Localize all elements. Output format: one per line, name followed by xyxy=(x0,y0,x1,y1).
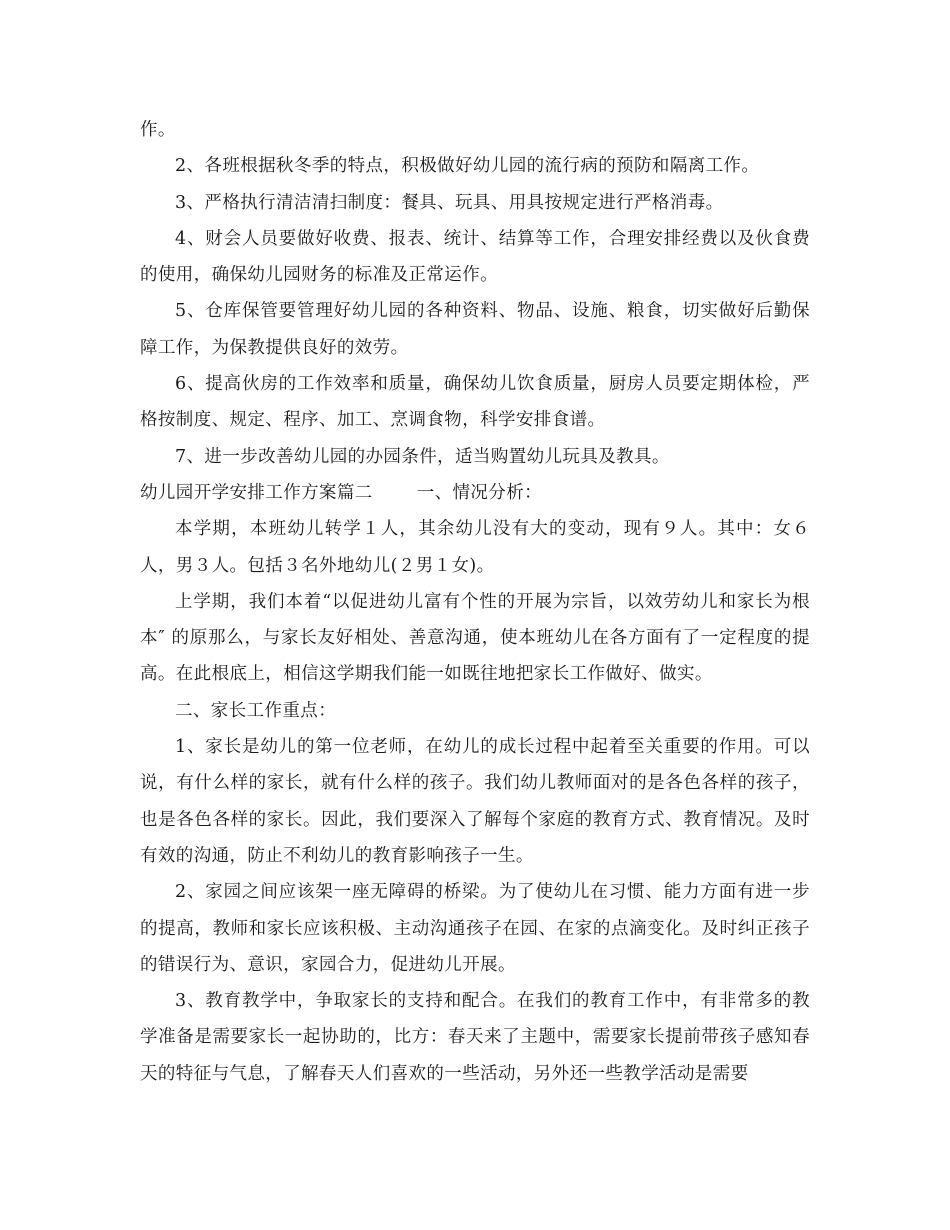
section-title: 幼儿园开学安排工作方案篇二 xyxy=(140,482,373,503)
paragraph-situation: 本学期，本班幼儿转学１人，其余幼儿没有大的变动，现有９人。其中：女６人，男３人。包括３名外地幼儿(２男１女)。 xyxy=(140,519,810,576)
paragraph-item-2: 2、各班根据秋冬季的特点，积极做好幼儿园的流行病的预防和隔离工作。 xyxy=(175,156,760,177)
paragraph-item-7: 7、进一步改善幼儿园的办园条件，适当购置幼儿玩具及教具。 xyxy=(175,446,670,467)
paragraph-continuation: 作。 xyxy=(140,120,176,140)
paragraph-focus-2: 2、家园之间应该架一座无障碍的桥梁。为了使幼儿在习惯、能力方面有进一步的提高，教师和家长应该积极、主动沟通孩子在园、在家的点滴变化。及时纠正孩子的错误行为、意识，家园合力，促进幼儿开展。 xyxy=(140,882,810,975)
section-heading xyxy=(140,475,810,511)
paragraph-item-4: 4、财会人员要做好收费、报表、统计、结算等工作，合理安排经费以及伙食费的使用，确保幼儿园财务的标准及正常运作。 xyxy=(140,228,810,286)
paragraph-item-6: 6、提高伙房的工作效率和质量，确保幼儿饮食质量，厨房人员要定期体检，严格按制度、规定、程序、加工、烹调食物，科学安排食谱。 xyxy=(140,374,810,431)
section-subtitle: 一、情况分析： xyxy=(416,482,543,503)
paragraph-heading-focus: 二、家长工作重点： xyxy=(175,700,337,721)
paragraph-focus-3: 3、教育教学中，争取家长的支持和配合。在我们的教育工作中，有非常多的教学准备是需要家长一起协助的，比方：春天来了主题中，需要家长提前带孩子感知春天的特征与气息，了解春天人们喜欢的一些活动，另外还一些教学活动是需要 xyxy=(140,991,810,1084)
paragraph-focus-1: 1、家长是幼儿的第一位老师，在幼儿的成长过程中起着至关重要的作用。可以说，有什么样的家长，就有什么样的孩子。我们幼儿教师面对的是各色各样的孩子，也是各色各样的家长。因此，我们要深入了解每个家庭的教育方式、教育情况。及时有效的沟通，防止不利幼儿的教育影响孩子一生。 xyxy=(140,737,810,866)
paragraph-last-term: 上学期，我们本着“以促进幼儿富有个性的开展为宗旨，以效劳幼儿和家长为根本″ 的原那么，与家长友好相处、善意沟通，使本班幼儿在各方面有了一定程度的提高。在此根底上，相信这学期我们能一如既往地把家长工作做好、做实。 xyxy=(140,591,810,685)
paragraph-item-3: 3、严格执行清洁清扫制度：餐具、玩具、用具按规定进行严格消毒。 xyxy=(175,192,724,213)
paragraph-item-5: 5、仓库保管要管理好幼儿园的各种资料、物品、设施、粮食，切实做好后勤保障工作，为保教提供良好的效劳。 xyxy=(140,301,810,358)
document-body xyxy=(140,112,810,1092)
